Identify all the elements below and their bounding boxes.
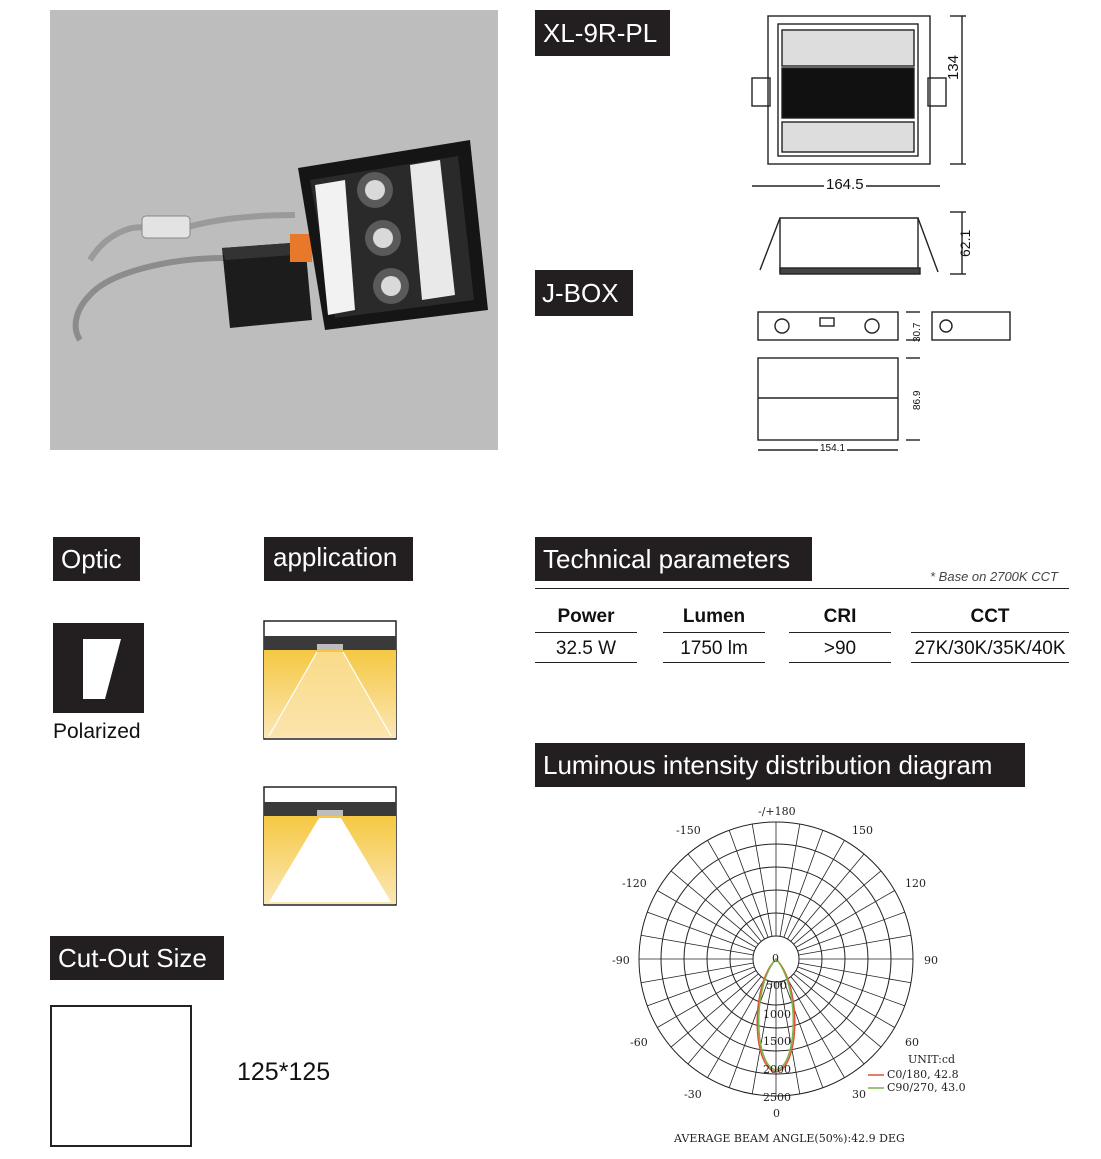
dim-height: 134 bbox=[945, 54, 962, 80]
angle-label-l90: -90 bbox=[612, 954, 630, 967]
header-cct: CCT bbox=[970, 606, 1010, 627]
luminous-title: Luminous intensity distribution diagram bbox=[535, 743, 1025, 787]
polar-spoke bbox=[794, 871, 881, 944]
model-title: XL-9R-PL bbox=[535, 10, 670, 56]
polar-spoke bbox=[794, 974, 881, 1047]
value-lumen: 1750 lm bbox=[680, 638, 748, 659]
angle-label-l60: -60 bbox=[630, 1036, 648, 1049]
legend-c90: C90/270, 43.0 bbox=[887, 1081, 966, 1094]
cutout-title: Cut-Out Size bbox=[50, 936, 224, 980]
value-underline bbox=[911, 662, 1069, 663]
beam-angle-footer: AVERAGE BEAM ANGLE(50%):42.9 DEG bbox=[674, 1132, 905, 1145]
header-underline bbox=[789, 632, 891, 633]
polar-spoke bbox=[647, 967, 754, 1006]
dim-jbox-height: 30.7 bbox=[912, 322, 923, 342]
legend-c0: C0/180, 42.8 bbox=[887, 1068, 959, 1081]
header-underline bbox=[535, 632, 637, 633]
application-diagram-narrow bbox=[263, 620, 397, 740]
unit-label: UNIT:cd bbox=[908, 1053, 956, 1066]
value-underline bbox=[535, 662, 637, 663]
radial-label: 1500 bbox=[763, 1035, 791, 1048]
value-cri: >90 bbox=[823, 638, 857, 659]
dim-width: 164.5 bbox=[826, 176, 864, 193]
polar-spoke bbox=[671, 974, 758, 1047]
polar-diagram bbox=[600, 800, 980, 1150]
polar-spoke bbox=[641, 963, 753, 983]
angle-label-r60: 60 bbox=[905, 1036, 919, 1049]
polar-spoke bbox=[798, 967, 905, 1006]
header-underline bbox=[663, 632, 765, 633]
angle-label-r30: 30 bbox=[852, 1088, 866, 1101]
angle-label-l30: -30 bbox=[684, 1088, 702, 1101]
value-underline bbox=[663, 662, 765, 663]
angle-label-l150: -150 bbox=[676, 824, 701, 837]
cutout-size: 125*125 bbox=[237, 1058, 331, 1086]
value-underline bbox=[789, 662, 891, 663]
product-photo bbox=[50, 10, 498, 450]
header-lumen: Lumen bbox=[682, 606, 746, 627]
radial-label: 1000 bbox=[763, 1008, 791, 1021]
polar-spoke bbox=[791, 977, 864, 1064]
polar-spoke bbox=[688, 854, 761, 941]
radial-label: 500 bbox=[766, 979, 787, 992]
polar-spoke bbox=[729, 830, 768, 937]
polar-spoke bbox=[752, 824, 772, 936]
header-cri: CRI bbox=[823, 606, 857, 627]
polar-spoke bbox=[688, 977, 761, 1064]
polar-spoke bbox=[798, 912, 905, 951]
dim-depth: 62.1 bbox=[957, 229, 973, 257]
polar-spoke bbox=[671, 871, 758, 944]
angle-label-bottom: 0 bbox=[773, 1107, 780, 1120]
application-title: application bbox=[264, 537, 413, 581]
technical-title: Technical parameters bbox=[535, 537, 812, 581]
polar-spoke bbox=[647, 912, 754, 951]
radial-label: 2000 bbox=[763, 1063, 791, 1076]
angle-label-r150: 150 bbox=[852, 824, 873, 837]
polarized-icon bbox=[53, 623, 144, 713]
technical-drawing bbox=[740, 10, 1040, 465]
angle-label-top: -/+180 bbox=[758, 805, 796, 818]
technical-rule bbox=[535, 588, 1069, 589]
angle-label-r120: 120 bbox=[905, 877, 926, 890]
value-power: 32.5 W bbox=[555, 638, 617, 659]
cutout-square bbox=[50, 1005, 192, 1147]
header-power: Power bbox=[557, 606, 615, 627]
jbox-title: J-BOX bbox=[535, 270, 633, 316]
radial-label: 2500 bbox=[763, 1091, 791, 1104]
value-cct: 27K/30K/35K/40K bbox=[914, 638, 1066, 659]
polar-spoke bbox=[799, 963, 911, 983]
polar-spoke bbox=[641, 935, 753, 955]
angle-label-r90: 90 bbox=[924, 954, 938, 967]
radial-label: 0 bbox=[772, 952, 779, 965]
polar-spoke bbox=[780, 824, 800, 936]
optic-title: Optic bbox=[53, 537, 140, 581]
header-underline bbox=[911, 632, 1069, 633]
polar-spoke bbox=[784, 830, 823, 937]
polar-spoke bbox=[799, 935, 911, 955]
technical-note: * Base on 2700K CCT bbox=[930, 569, 1058, 584]
application-diagram-wide bbox=[263, 786, 397, 906]
dim-jbox-depth: 86.9 bbox=[912, 390, 923, 410]
angle-label-l120: -120 bbox=[622, 877, 647, 890]
optic-label: Polarized bbox=[53, 720, 141, 743]
dim-jbox-width: 154.1 bbox=[820, 443, 846, 454]
polar-spoke bbox=[791, 854, 864, 941]
